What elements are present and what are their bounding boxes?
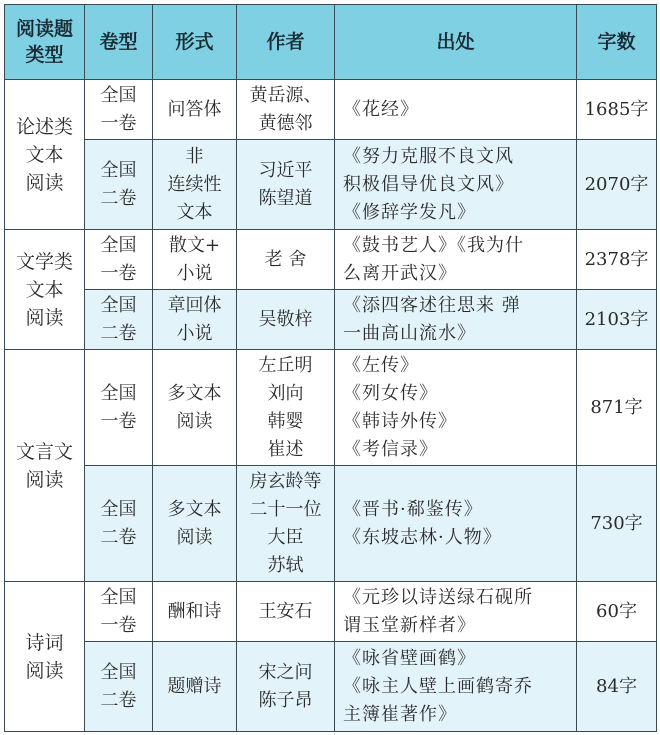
word-count-cell: 1685字 — [577, 80, 657, 140]
paper-type-cell-line: 全国 — [100, 159, 137, 181]
word-count-cell: 2070字 — [577, 140, 657, 230]
source-cell-line: 《韩诗外传》 — [343, 410, 457, 432]
paper-type-cell-line: 一卷 — [100, 112, 137, 134]
author-cell-line: 刘向 — [267, 382, 304, 404]
paper-type-cell-line: 全国 — [100, 294, 137, 316]
header-source: 出处 — [335, 5, 577, 80]
table-row — [5, 80, 657, 140]
header-paper-type: 卷型 — [85, 5, 153, 80]
reading-type-cell-line: 文本 — [25, 143, 64, 166]
paper-type-cell-line: 一卷 — [100, 614, 137, 636]
paper-type-cell-line: 一卷 — [100, 410, 137, 432]
paper-type-cell-line: 二卷 — [100, 526, 137, 548]
source-cell-line: 一曲高山流水》 — [343, 322, 476, 344]
source-cell-line: 《努力克服不良文风 — [343, 145, 514, 167]
form-cell-line: 酬和诗 — [167, 600, 222, 622]
form-cell-line: 小说 — [176, 262, 213, 284]
author-cell-line: 宋之问 — [258, 661, 313, 683]
source-cell — [335, 230, 577, 290]
source-cell — [335, 290, 577, 350]
author-cell-line: 吴敬梓 — [258, 308, 313, 330]
form-cell-line: 小说 — [176, 322, 213, 344]
source-cell-line: 谓玉堂新样者》 — [343, 614, 476, 636]
paper-type-cell-line: 全国 — [100, 498, 137, 520]
reading-type-cell-line: 文言文 — [15, 440, 73, 463]
paper-type-cell-line: 二卷 — [100, 322, 137, 344]
paper-type-cell-line: 全国 — [100, 661, 137, 683]
author-cell-line: 大臣 — [267, 526, 304, 548]
reading-type-cell-line: 阅读 — [25, 468, 64, 491]
form-cell-line: 章回体 — [167, 294, 222, 316]
reading-type-cell-line: 文本 — [25, 278, 64, 301]
reading-type-cell-line: 阅读 — [25, 659, 64, 682]
author-cell-line: 黄德邻 — [258, 112, 313, 134]
author-cell — [237, 80, 335, 140]
author-cell-line: 老 舍 — [264, 248, 307, 270]
source-cell — [335, 466, 577, 582]
form-cell-line: 连续性 — [167, 173, 222, 195]
source-cell — [335, 642, 577, 732]
paper-type-cell — [85, 466, 153, 582]
table-row — [5, 642, 657, 732]
author-cell-line: 陈望道 — [258, 187, 313, 209]
author-cell — [237, 466, 335, 582]
author-cell — [237, 642, 335, 732]
form-cell-line: 多文本 — [167, 382, 222, 404]
paper-type-cell — [85, 80, 153, 140]
source-cell-line: 积极倡导优良文风》 — [343, 173, 514, 195]
author-cell — [237, 582, 335, 642]
paper-type-cell-line: 二卷 — [100, 689, 137, 711]
reading-type-cell-line: 阅读 — [25, 171, 64, 194]
header-author: 作者 — [237, 5, 335, 80]
source-cell — [335, 140, 577, 230]
reading-type-cell-line: 阅读 — [25, 306, 64, 329]
paper-type-cell-line: 全国 — [100, 382, 137, 404]
form-cell — [153, 80, 237, 140]
paper-type-cell — [85, 642, 153, 732]
table-row — [5, 582, 657, 642]
form-cell-line: 散文+ — [168, 234, 221, 256]
author-cell-line: 习近平 — [258, 159, 313, 181]
form-cell — [153, 290, 237, 350]
author-cell-line: 二十一位 — [249, 498, 322, 520]
form-cell — [153, 582, 237, 642]
author-cell-line: 苏轼 — [267, 554, 304, 576]
source-cell-line: 《咏主人壁上画鹤寄乔 — [343, 675, 533, 697]
reading-type-cell — [5, 230, 85, 350]
author-cell — [237, 230, 335, 290]
form-cell-line: 题赠诗 — [167, 675, 222, 697]
reading-type-cell — [5, 80, 85, 230]
paper-type-cell — [85, 582, 153, 642]
source-cell — [335, 582, 577, 642]
source-cell-line: 《考信录》 — [343, 438, 438, 460]
reading-type-cell — [5, 350, 85, 582]
source-cell-line: 主簿崔著作》 — [343, 703, 457, 725]
form-cell-line: 多文本 — [167, 498, 222, 520]
table-row — [5, 466, 657, 582]
table-row — [5, 350, 657, 466]
paper-type-cell — [85, 140, 153, 230]
reading-type-cell — [5, 582, 85, 732]
paper-type-cell-line: 二卷 — [100, 187, 137, 209]
reading-question-table — [4, 4, 657, 732]
word-count-cell: 730字 — [577, 466, 657, 582]
source-cell-line: 《东坡志林·人物》 — [343, 526, 502, 548]
word-count-cell: 2103字 — [577, 290, 657, 350]
author-cell-line: 崔述 — [267, 438, 304, 460]
author-cell-line: 韩婴 — [267, 410, 304, 432]
word-count-cell: 84字 — [577, 642, 657, 732]
paper-type-cell-line: 一卷 — [100, 262, 137, 284]
author-cell — [237, 350, 335, 466]
form-cell-line: 阅读 — [176, 410, 213, 432]
form-cell — [153, 350, 237, 466]
table-row — [5, 140, 657, 230]
paper-type-cell — [85, 230, 153, 290]
reading-type-cell-line: 论述类 — [15, 115, 73, 138]
header-reading-type: 阅读题 类型 — [5, 5, 85, 80]
paper-type-cell-line: 全国 — [100, 234, 137, 256]
form-cell-line: 问答体 — [167, 98, 222, 120]
author-cell — [237, 290, 335, 350]
paper-type-cell — [85, 350, 153, 466]
paper-type-cell — [85, 290, 153, 350]
header-form: 形式 — [153, 5, 237, 80]
word-count-cell: 871字 — [577, 350, 657, 466]
source-cell-line: 《鼓书艺人》《我为什 — [343, 234, 524, 256]
reading-type-cell-line: 文学类 — [15, 250, 73, 273]
source-cell — [335, 350, 577, 466]
author-cell — [237, 140, 335, 230]
form-cell — [153, 466, 237, 582]
form-cell — [153, 230, 237, 290]
reading-type-cell-line: 诗词 — [25, 631, 64, 654]
form-cell-line: 文本 — [176, 201, 213, 223]
source-cell-line: 《左传》 — [343, 354, 419, 376]
source-cell-line: 《添四客述往思来 弹 — [343, 294, 521, 316]
header-row — [5, 5, 657, 80]
form-cell — [153, 642, 237, 732]
form-cell-line: 阅读 — [176, 526, 213, 548]
source-cell-line: 《列女传》 — [343, 382, 438, 404]
word-count-cell: 2378字 — [577, 230, 657, 290]
paper-type-cell-line: 全国 — [100, 84, 137, 106]
word-count-cell: 60字 — [577, 582, 657, 642]
author-cell-line: 房玄龄等 — [249, 470, 322, 492]
author-cell-line: 王安石 — [258, 600, 313, 622]
author-cell-line: 左丘明 — [258, 354, 313, 376]
source-cell-line: 《晋书·郗鉴传》 — [343, 498, 483, 520]
form-cell-line: 非 — [185, 145, 204, 167]
author-cell-line: 黄岳源、 — [249, 84, 322, 106]
header-word-count: 字数 — [577, 5, 657, 80]
author-cell-line: 陈子昂 — [258, 689, 313, 711]
source-cell-line: 么离开武汉》 — [343, 262, 457, 284]
source-cell-line: 《咏省壁画鹤》 — [343, 647, 476, 669]
source-cell-line: 《花经》 — [343, 98, 419, 120]
table-row — [5, 230, 657, 290]
source-cell — [335, 80, 577, 140]
source-cell-line: 《修辞学发凡》 — [343, 201, 476, 223]
table-row — [5, 290, 657, 350]
paper-type-cell-line: 全国 — [100, 586, 137, 608]
source-cell-line: 《元珍以诗送绿石砚所 — [343, 586, 533, 608]
form-cell — [153, 140, 237, 230]
